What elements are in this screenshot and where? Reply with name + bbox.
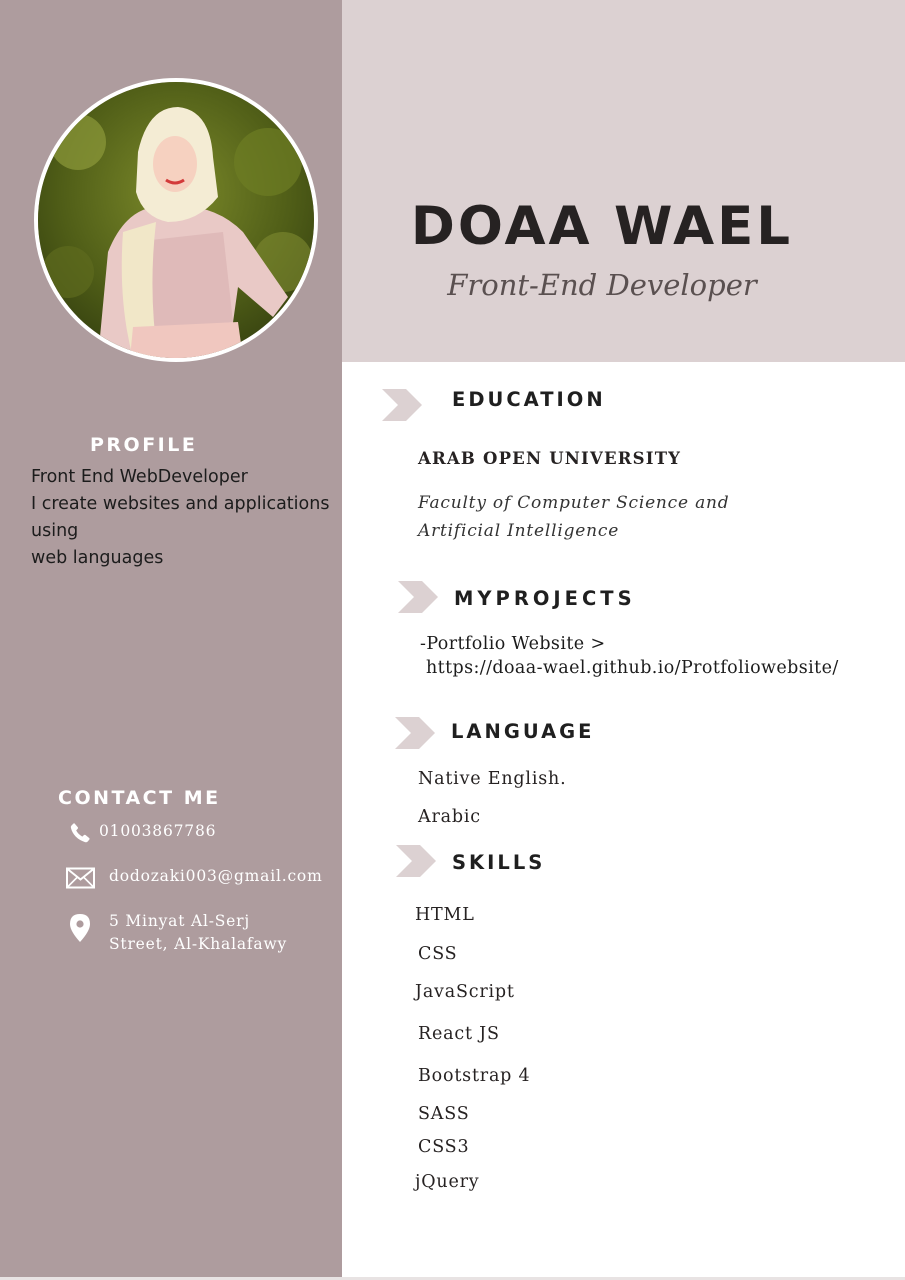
chevron-right-icon (382, 389, 422, 421)
contact-heading: CONTACT ME (58, 787, 221, 809)
contact-address (109, 910, 287, 956)
education-heading: EDUCATION (452, 388, 606, 411)
skill-item: CSS (418, 944, 458, 964)
faculty-line: Artificial Intelligence (418, 521, 620, 541)
skill-item: Bootstrap 4 (418, 1066, 531, 1086)
contact-email-row (66, 865, 323, 889)
education-university: ARAB OPEN UNIVERSITY (418, 449, 682, 468)
skill-item: React JS (418, 1024, 500, 1044)
job-title: Front-End Developer (447, 268, 757, 302)
contact-email: dodozaki003@gmail.com (109, 867, 323, 885)
skill-item: CSS3 (418, 1137, 470, 1157)
projects-list (420, 632, 839, 680)
chevron-right-icon (398, 581, 438, 613)
skill-item: jQuery (415, 1172, 480, 1192)
profile-line: I create websites and applications (31, 494, 330, 514)
contact-address-row (70, 910, 287, 956)
contact-phone: 01003867786 (99, 822, 217, 840)
skill-item: HTML (415, 905, 475, 925)
skill-item: JavaScript (415, 982, 515, 1002)
chevron-right-icon (395, 717, 435, 749)
profile-photo (34, 78, 318, 362)
profile-description (31, 464, 331, 572)
contact-phone-row (68, 820, 216, 845)
project-link[interactable]: https://doaa-wael.github.io/Protfoliowebsite/ (420, 658, 839, 678)
education-faculty (418, 489, 729, 545)
profile-line: using (31, 521, 79, 541)
profile-line: web languages (31, 548, 164, 568)
language-item: Native English. (418, 769, 567, 789)
profile-line: Front End WebDeveloper (31, 467, 248, 487)
faculty-line: Faculty of Computer Science and (418, 493, 730, 513)
language-heading: LANGUAGE (451, 720, 595, 743)
address-line: 5 Minyat Al-Serj (109, 912, 250, 930)
project-item: -Portfolio Website > (420, 634, 606, 654)
chevron-right-icon (396, 845, 436, 877)
header-band (342, 0, 905, 362)
person-name: DOAA WAEL (410, 196, 794, 257)
projects-heading: MYPROJECTS (454, 587, 636, 610)
location-pin-icon (70, 914, 90, 942)
envelope-icon (66, 867, 95, 889)
address-line: Street, Al-Khalafawy (109, 935, 288, 953)
profile-heading: PROFILE (90, 434, 198, 456)
language-item: Arabic (418, 807, 481, 827)
skill-item: SASS (418, 1104, 470, 1124)
skills-heading: SKILLS (452, 851, 546, 874)
phone-icon (68, 821, 92, 845)
